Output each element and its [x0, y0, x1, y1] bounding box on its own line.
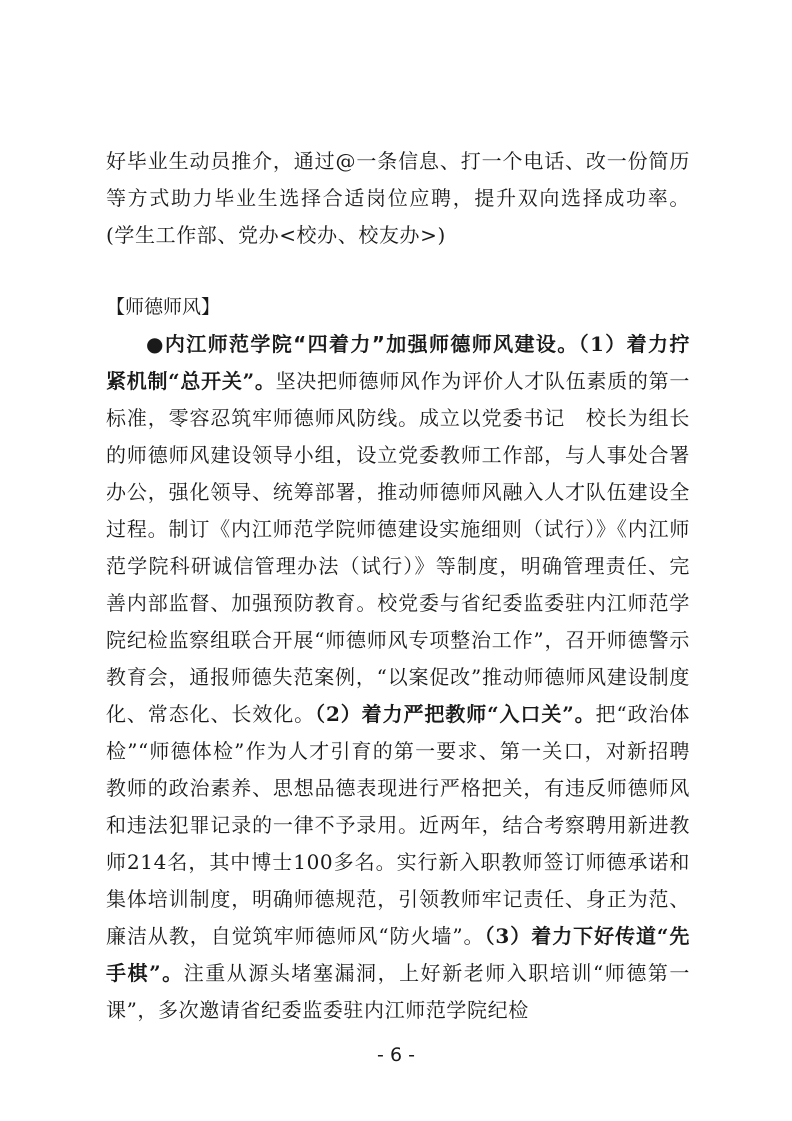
- point-3-text: 注重从源头堵塞漏洞，上好新老师入职培训“师德第一课”，多次邀请省纪委监委驻内江师范学院纪检: [106, 961, 691, 1022]
- main-paragraph: [106, 326, 690, 1029]
- document-body: [106, 143, 690, 1029]
- point-3-title: （3）着力下好传道“先手棋”。: [106, 924, 690, 985]
- point-2-text: 把“政治体检”“师德体检”作为人才引育的第一要求、第一关口，对新招聘教师的政治素养、思想品德表现进行严格把关，有违反师德师风和违法犯罪记录的一律不予录用。近两年，结合考察聘用新进教师214名，其中博士100多名。实行新入职教师签订师德承诺和集体培训制度，明确师德规范，引领教师牢记责任、身正为范、廉洁从教，自觉筑牢师德师风“防火墙”。: [106, 702, 690, 948]
- point-1-title: （1）着力拧紧机制“总开关”。: [106, 332, 690, 393]
- section-spacer: [106, 254, 690, 289]
- point-1-text: 坚决把师德师风作为评价人才队伍素质的第一标准，零容忍筑牢师德师风防线。成立以党委书记 校长为组长的师德师风建设领导小组，设立党委教师工作部，与人事处合署办公，强化领导、统筹部署，推动师德师风融入人才队伍建设全过程。制订《内江师范学院师德建设实施细则（试行）》《内江师范学院科研诚信管理办法（试行）》等制度，明确管理责任、完善内部监督、加强预防教育。校党委与省纪委监委驻内江师范学院纪检监察组联合开展“师德师风专项整治工作”，召开师德警示教育会，通报师德失范案例，“以案促改”推动师德师风建设制度化、常态化、长效化。: [106, 369, 690, 726]
- point-2-title: （2）着力严把教师“入口关”。: [315, 702, 596, 726]
- section-heading: 【师德师风】: [106, 296, 221, 318]
- bullet-icon: ●: [146, 332, 165, 356]
- page-number: - 6 -: [377, 1044, 415, 1066]
- main-headline: 内江师范学院“四着力”加强师德师风建设。: [164, 332, 579, 356]
- intro-paragraph: 好毕业生动员推介，通过@一条信息、打一个电话、改一份简历等方式助力毕业生选择合适岗位应聘，提升双向选择成功率。(学生工作部、党办<校办、校友办>): [106, 149, 690, 247]
